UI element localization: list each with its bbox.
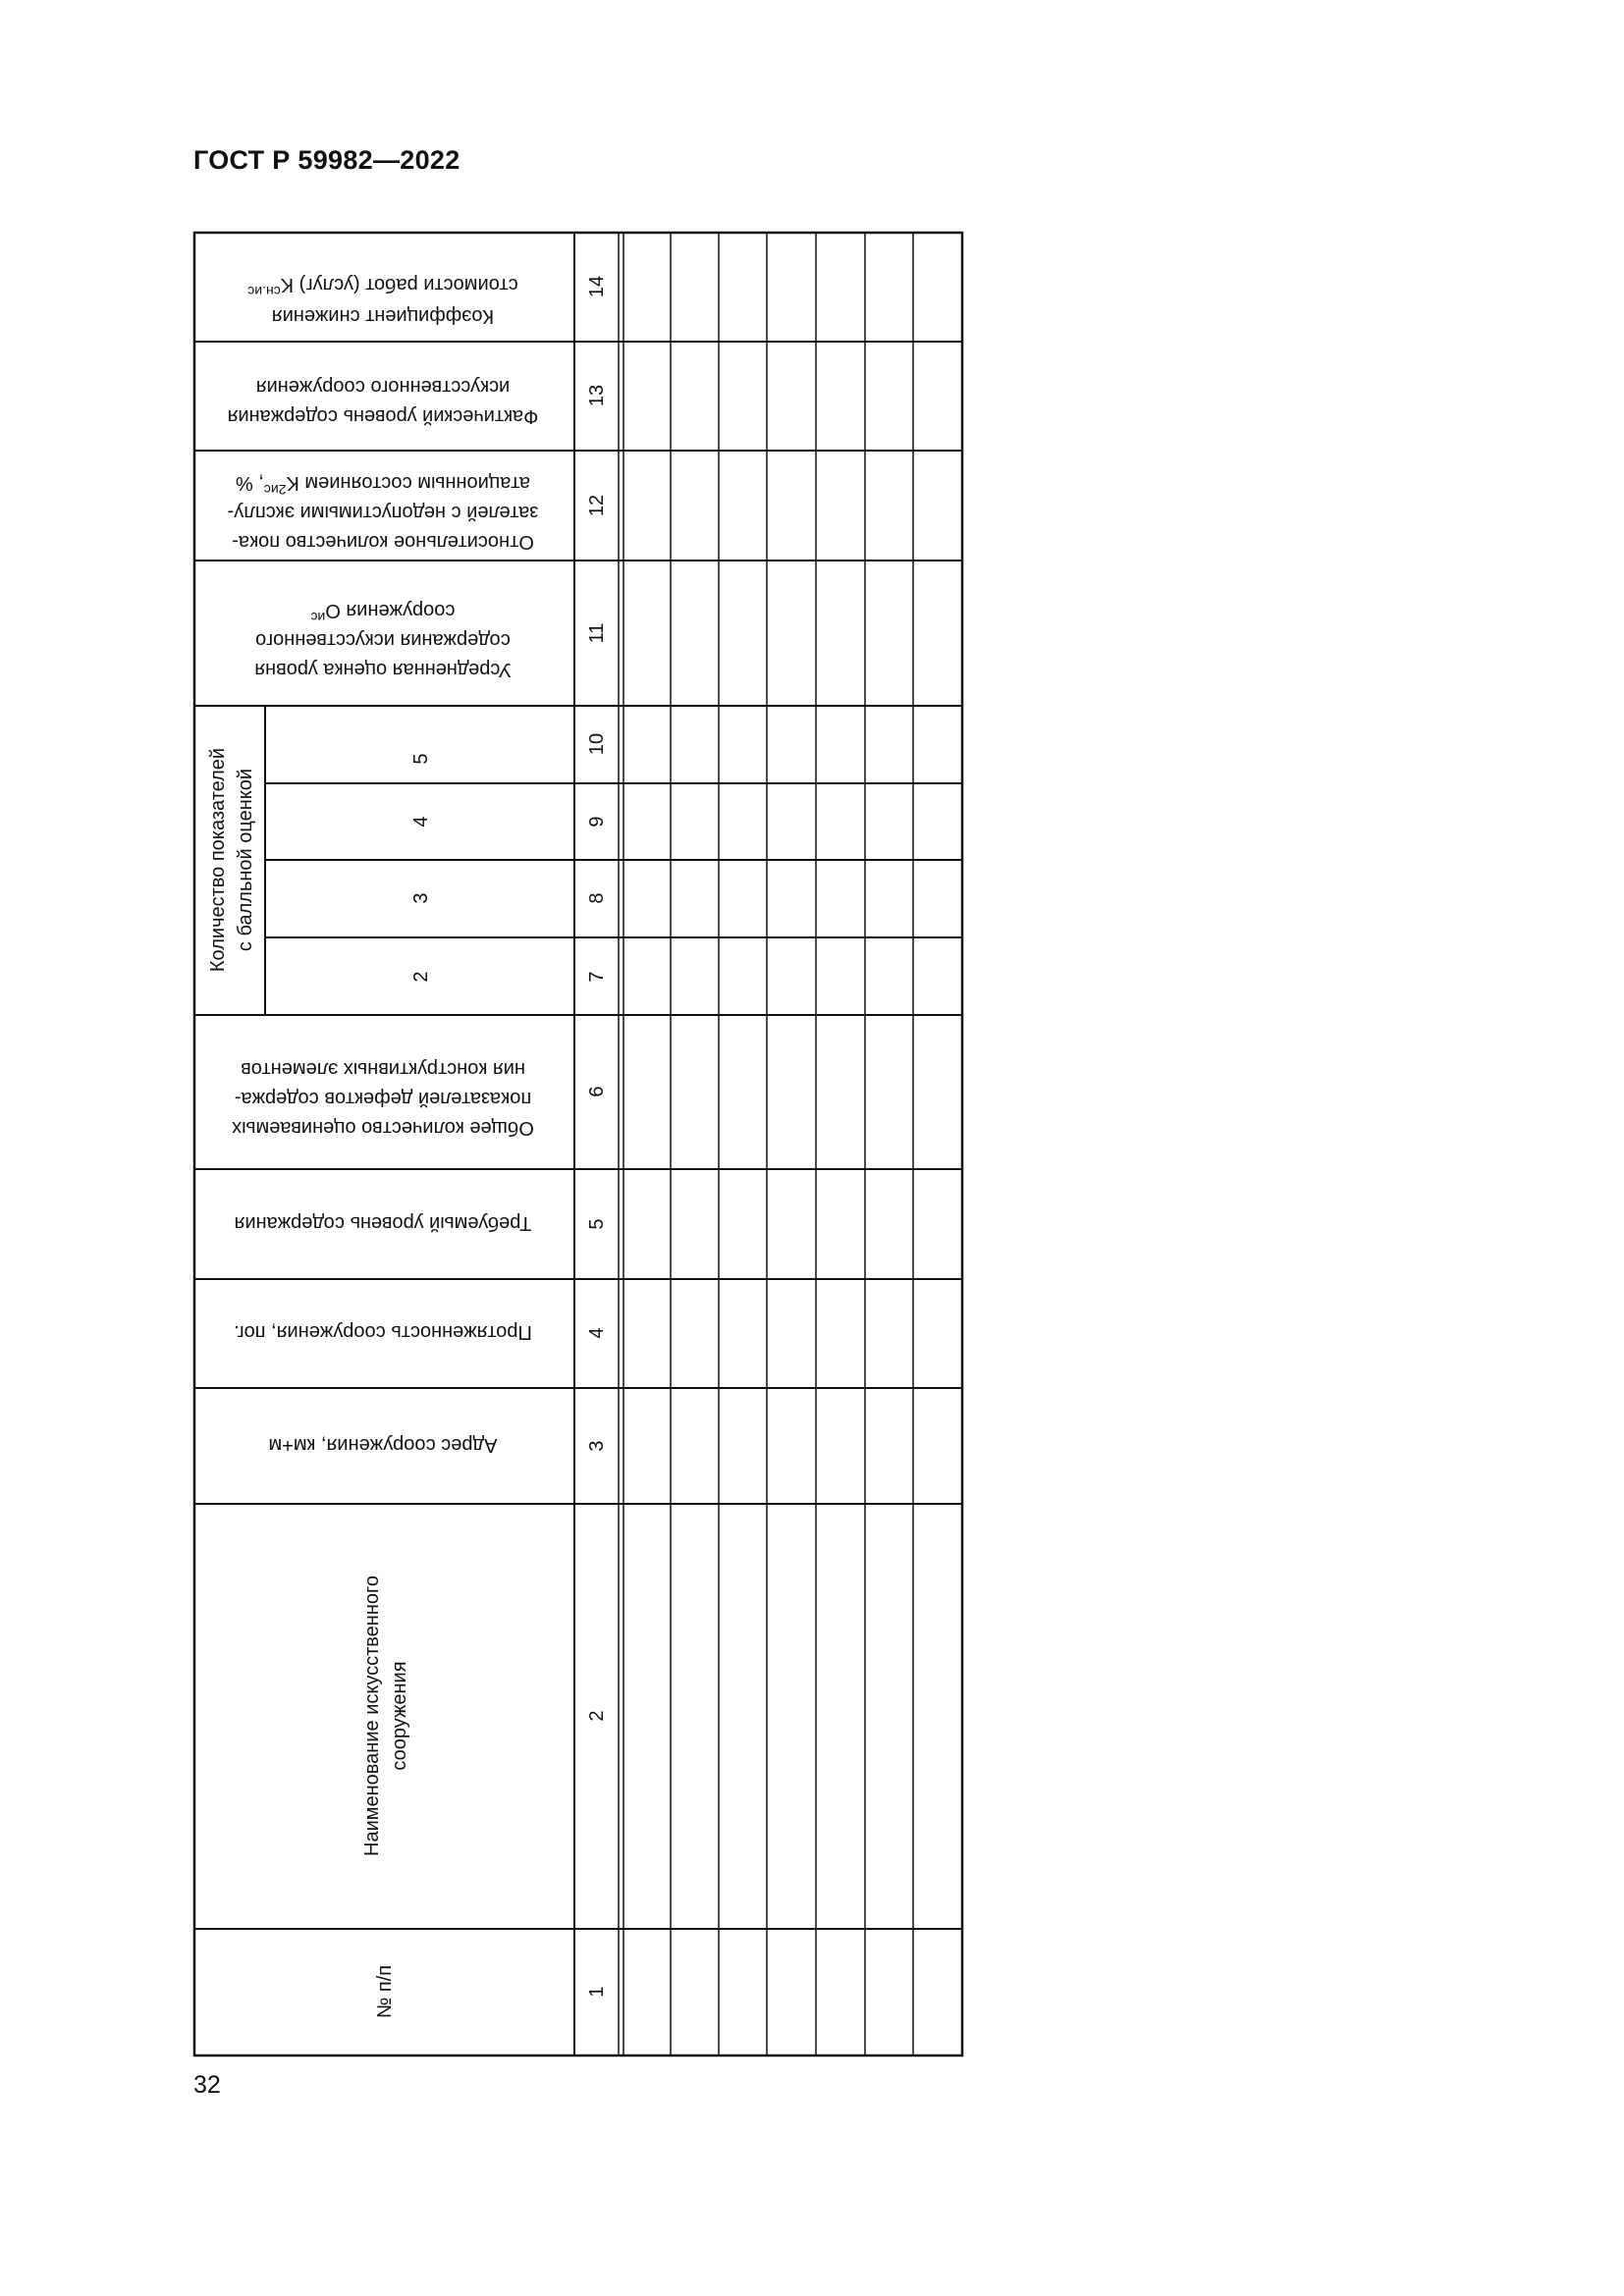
group-header-line-1: Количество показателей	[207, 747, 229, 973]
col-number-11: 11	[586, 622, 608, 644]
col-number-14: 14	[586, 275, 608, 298]
col-5-header: Требуемый уровень содержания	[234, 1212, 532, 1234]
group-header-line-2: с балльной оценкой	[235, 768, 256, 952]
page-number: 32	[193, 2071, 221, 2099]
col-12-header-line-2: зателей с недопустимыми эксплу-	[227, 502, 539, 523]
col-2-header-line-1: Наименование искусственного	[361, 1575, 383, 1856]
col-number-10: 10	[586, 732, 608, 756]
col-12-header-line-3: атационным состоянием $K^{2ис}$, %	[235, 472, 531, 498]
col-9-header: 4	[410, 816, 432, 828]
col-14-header-line-2: стоимости работ (услуг) $K^{сн.ис}$	[247, 274, 518, 299]
col-11-header-line-1: Усредненная оценка уровня	[254, 659, 512, 680]
col-4-header: Протяженность сооружения, пог.	[234, 1321, 532, 1343]
col-8-header: 3	[410, 892, 432, 904]
col-12-header-line-1: Относительное количество пока-	[232, 531, 534, 553]
col-1-header: № п/п	[374, 1964, 396, 2019]
col-number-7: 7	[586, 971, 608, 983]
col-number-8: 8	[586, 892, 608, 904]
col-14-header-line-1: Коэффициент снижения	[271, 305, 495, 327]
col-number-1: 1	[586, 1986, 608, 1998]
col-number-2: 2	[586, 1710, 608, 1722]
col-number-12: 12	[586, 494, 608, 517]
col-6-header-line-3: ния конструктивных элементов	[241, 1058, 525, 1080]
col-2-header-line-2: сооружения	[389, 1661, 410, 1771]
col-number-6: 6	[586, 1086, 608, 1097]
col-number-13: 13	[586, 384, 608, 407]
col-number-3: 3	[586, 1440, 608, 1452]
col-6-header-line-2: показателей дефектов содержа-	[234, 1088, 532, 1109]
col-number-9: 9	[586, 816, 608, 828]
col-13-header-line-2: искусственного сооружения	[255, 376, 511, 398]
col-11-header-line-3: сооружения $О^{ис}$	[310, 600, 456, 625]
col-6-header-line-1: Общее количество оцениваемых	[232, 1117, 534, 1139]
col-number-4: 4	[586, 1327, 608, 1339]
col-10-header: 5	[410, 753, 432, 765]
col-7-header: 2	[410, 971, 432, 983]
col-11-header-line-2: содержания искусственного	[255, 629, 511, 651]
col-3-header: Адрес сооружения, км+м	[268, 1434, 498, 1456]
col-13-header-line-1: Фактический уровень содержания	[227, 405, 539, 427]
page-header: ГОСТ Р 59982—2022	[193, 145, 460, 175]
col-number-5: 5	[586, 1218, 608, 1230]
